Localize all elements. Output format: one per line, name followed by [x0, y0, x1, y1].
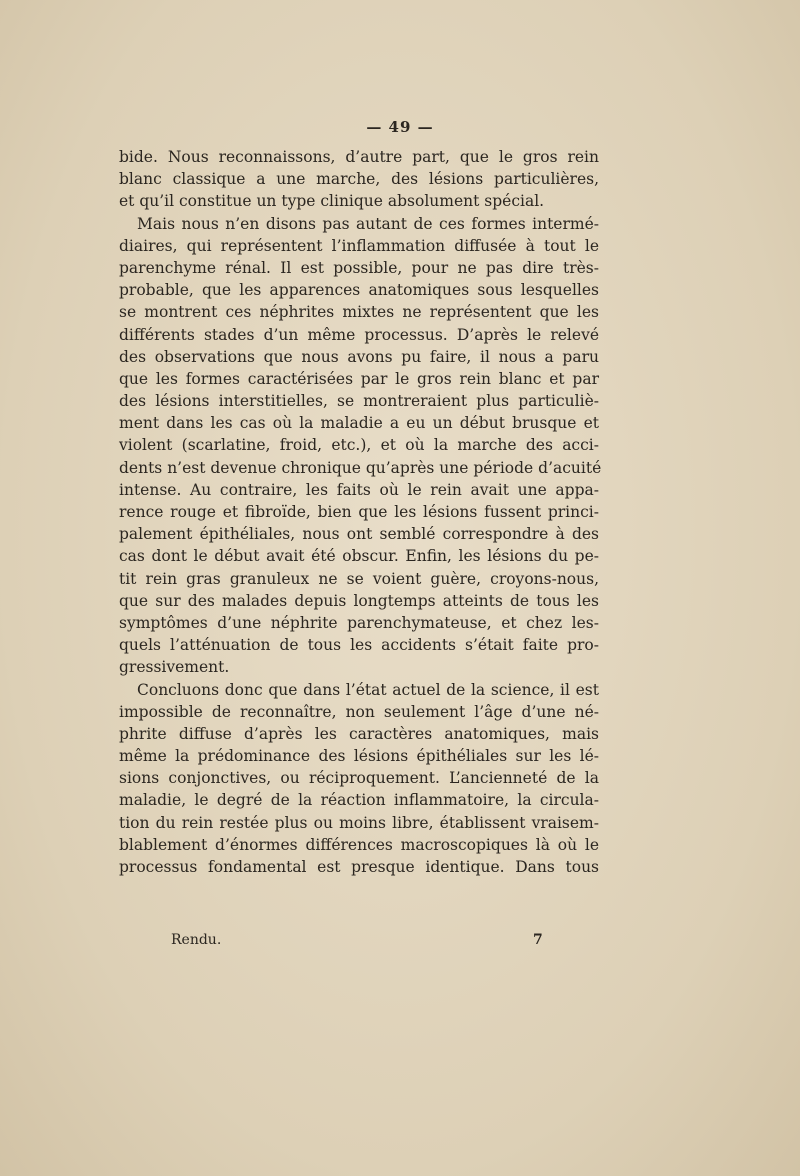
text-line: Concluons donc que dans l’état actuel de la science, il est — [137, 680, 599, 699]
text-line: gressivement. — [119, 658, 230, 677]
text-line: maladie, le degré de la réaction inflammatoire, la circula- — [119, 791, 599, 810]
sheet-number: 7 — [533, 932, 543, 948]
text-line: que les formes caractérisées par le gros rein blanc et par — [119, 369, 599, 388]
text-line: symptômes d’une néphrite parenchymateuse, et chez les- — [119, 613, 599, 632]
text-line: bide. Nous reconnaissons, d’autre part, que le gros rein — [119, 148, 599, 166]
text-line: des lésions interstitielles, se montreraient plus particuliè- — [119, 392, 599, 411]
text-line: blanc classique a une marche, des lésions particulières, — [119, 170, 599, 189]
text-line: ment dans les cas où la maladie a eu un début brusque et — [119, 414, 599, 433]
text-line: quels l’atténuation de tous les accidents s’était faite pro- — [119, 636, 599, 655]
text-line: blablement d’énormes différences macroscopiques là où le — [119, 835, 599, 854]
text-line: tit rein gras granuleux ne se voient guère, croyons-nous, — [119, 569, 599, 588]
text-line: même la prédominance des lésions épithéliales sur les lé- — [119, 747, 599, 766]
text-line: différents stades d’un même processus. D’après le relevé — [119, 325, 599, 344]
text-line: cas dont le début avait été obscur. Enfin, les lésions du pe- — [119, 547, 599, 566]
text-line: diaires, qui représentent l’inflammation diffusée à tout le — [119, 236, 599, 255]
body-text — [119, 146, 602, 878]
text-line: violent (scarlatine, froid, etc.), et où la marche des acci- — [119, 436, 599, 455]
text-line: processus fondamental est presque identique. Dans tous — [119, 858, 599, 876]
text-line: intense. Au contraire, les faits où le rein avait une appa- — [119, 480, 599, 499]
text-line: parenchyme rénal. Il est possible, pour ne pas dire très- — [119, 258, 599, 277]
text-line: se montrent ces néphrites mixtes ne représentent que les — [119, 303, 599, 322]
page-number: — 49 — — [366, 118, 434, 136]
text-line: rence rouge et fibroïde, bien que les lésions fussent princi- — [119, 503, 599, 521]
text-line: dents n’est devenue chronique qu’après une période d’acuité — [119, 458, 602, 477]
text-line: impossible de reconnaître, non seulement l’âge d’une né- — [119, 702, 599, 721]
text-line: probable, que les apparences anatomiques sous lesquelles — [119, 281, 599, 300]
text-line: phrite diffuse d’après les caractères anatomiques, mais — [119, 724, 599, 743]
signature-mark: Rendu. — [171, 932, 222, 948]
text-line: que sur des malades depuis longtemps atteints de tous les — [119, 591, 599, 610]
text-line: sions conjonctives, ou réciproquement. L’ancienneté de la — [119, 769, 599, 788]
text-line: Mais nous n’en disons pas autant de ces formes intermé- — [137, 214, 599, 233]
text-line: palement épithéliales, nous ont semblé correspondre à des — [119, 525, 599, 544]
text-line: tion du rein restée plus ou moins libre, établissent vraisem- — [119, 813, 599, 832]
text-line: et qu’il constitue un type clinique absolument spécial. — [119, 192, 545, 211]
text-line: des observations que nous avons pu faire, il nous a paru — [119, 347, 599, 366]
